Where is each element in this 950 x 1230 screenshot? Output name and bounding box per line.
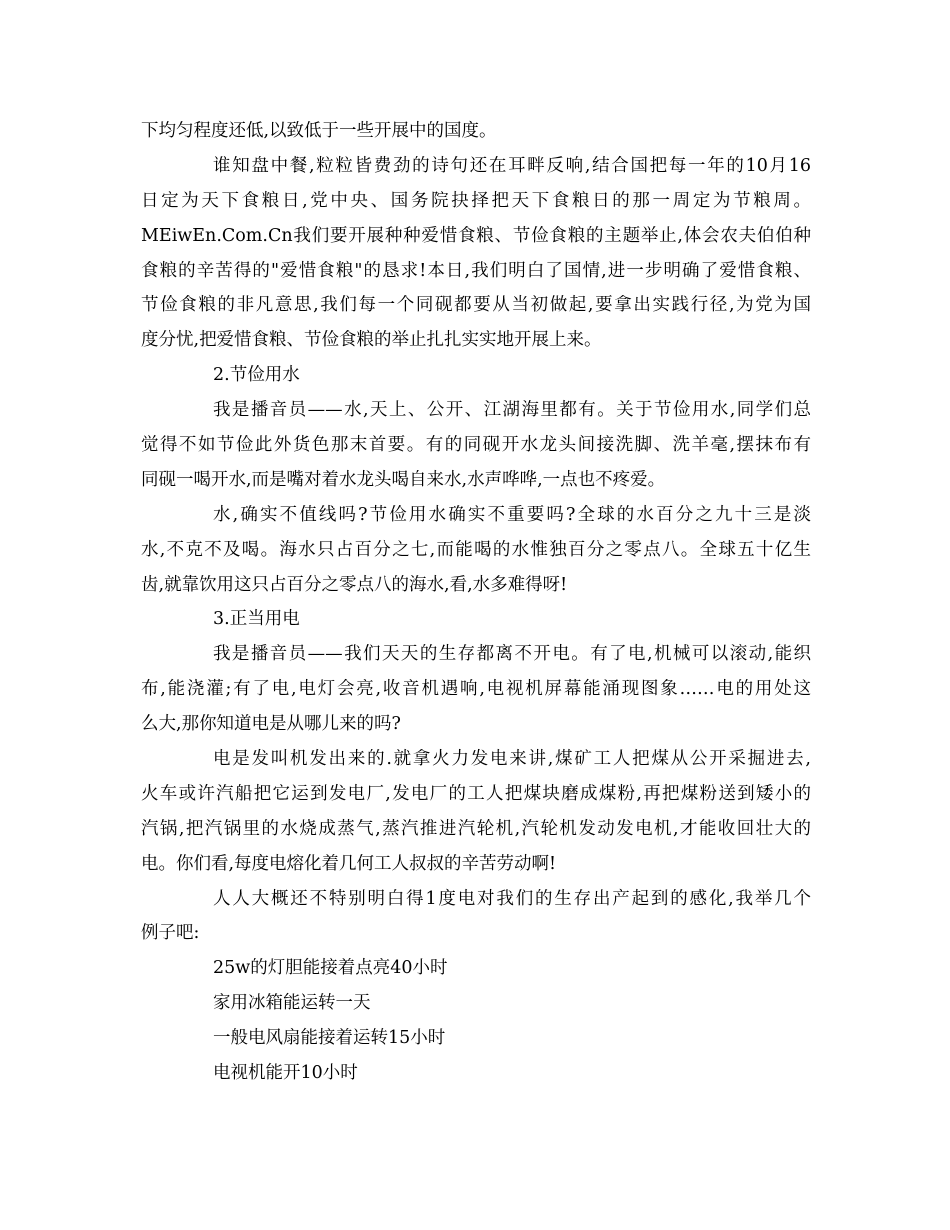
section-heading: 3.正当用电	[213, 609, 300, 630]
paragraph-line: 谁知盘中餐,粒粒皆费劲的诗句还在耳畔反响,结合国把每一年的10月16	[213, 155, 811, 176]
paragraph-line: 火车或许汽船把它运到发电厂,发电厂的工人把煤块磨成煤粉,再把煤粉送到矮小的	[141, 783, 811, 804]
paragraph-line: 我是播音员——我们天天的生存都离不开电。有了电,机械可以滚动,能织	[213, 644, 811, 665]
paragraph-line: 觉得不如节俭此外货色那末首要。有的同砚开水龙头间接洗脚、洗羊毫,摆抹布有	[141, 435, 811, 456]
paragraph-line: 下均匀程度还低,以致低于一些开展中的国度。	[141, 121, 497, 141]
list-item: 25w的灯胆能接着点亮40小时	[213, 958, 448, 979]
list-item: 电视机能开10小时	[213, 1063, 358, 1084]
list-item: 家用冰箱能运转一天	[213, 993, 371, 1014]
paragraph-line: 度分忧,把爱惜食粮、节俭食粮的举止扎扎实实地开展上来。	[141, 330, 602, 351]
paragraph-line: 电是发叫机发出来的.就拿火力发电来讲,煤矿工人把煤从公开采掘进去,	[213, 749, 811, 770]
paragraph-line: 节俭食粮的非凡意思,我们每一个同砚都要从当初做起,要拿出实践行径,为党为国	[141, 295, 811, 316]
paragraph-line: 人人大概还不特别明白得1度电对我们的生存出产起到的感化,我举几个	[213, 888, 811, 909]
paragraph-line: 么大,那你知道电是从哪儿来的吗?	[141, 714, 401, 735]
list-item: 一般电风扇能接着运转15小时	[213, 1028, 446, 1049]
paragraph-line: 电。你们看,每度电熔化着几何工人叔叔的辛苦劳动啊!	[141, 853, 557, 874]
paragraph-line: 例子吧:	[141, 923, 200, 944]
paragraph-line: 我是播音员——水,天上、公开、江湖海里都有。关于节俭用水,同学们总	[213, 400, 811, 421]
paragraph-line: 食粮的辛苦得的"爱惜食粮"的恳求!本日,我们明白了国情,进一步明确了爱惜食粮、	[141, 260, 811, 281]
paragraph-line: 水,不克不及喝。海水只占百分之七,而能喝的水惟独百分之零点八。全球五十亿生	[141, 539, 811, 560]
paragraph-line: 水,确实不值线吗?节俭用水确实不重要吗?全球的水百分之九十三是淡	[213, 504, 811, 525]
section-heading: 2.节俭用水	[213, 365, 300, 386]
paragraph-line: 齿,就靠饮用这只占百分之零点八的海水,看,水多难得呀!	[141, 574, 568, 595]
paragraph-line: 布,能浇灌;有了电,电灯会亮,收音机遇响,电视机屏幕能涌现图象……电的用处这	[141, 679, 811, 700]
paragraph-line: 汽锅,把汽锅里的水烧成蒸气,蒸汽推进汽轮机,汽轮机发动发电机,才能收回壮大的	[141, 818, 811, 839]
paragraph-line: 同砚一喝开水,而是嘴对着水龙头喝自来水,水声哗哗,一点也不疼爱。	[141, 469, 666, 490]
paragraph-line: MEiwEn.Com.Cn我们要开展种种爱惜食粮、节俭食粮的主题举止,体会农夫伯伯种	[141, 225, 811, 246]
paragraph-line: 日定为天下食粮日,党中央、国务院抉择把天下食粮日的那一周定为节粮周。	[141, 190, 811, 211]
document-body	[141, 114, 811, 1091]
